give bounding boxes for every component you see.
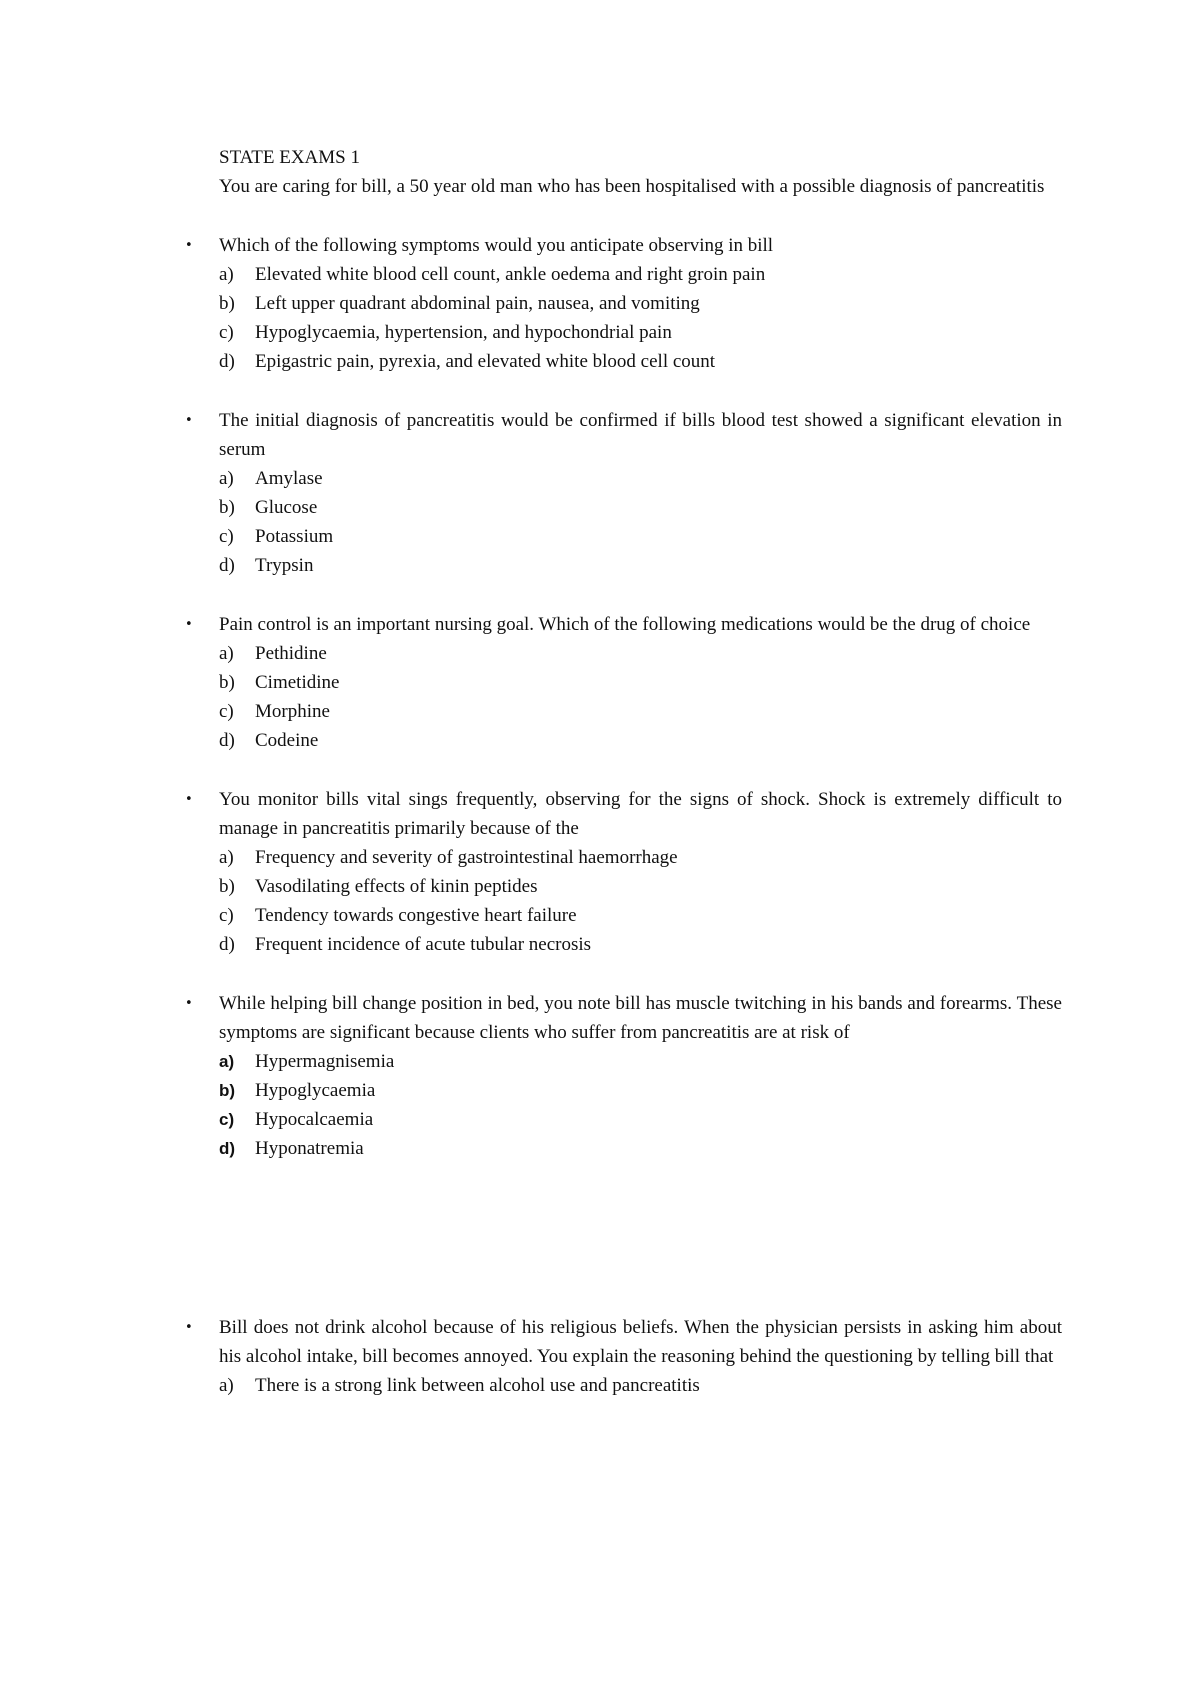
answer-options [219, 1371, 1062, 1400]
answer-options [219, 843, 1062, 959]
answer-options [219, 639, 1062, 755]
option-letter: a) [219, 1375, 234, 1396]
option-letter: a) [219, 1052, 235, 1071]
question-stem: The initial diagnosis of pancreatitis would be confirmed if bills blood test showed a significant elevation in serum [219, 410, 1062, 460]
option-letter: b) [219, 672, 235, 693]
answer-option [219, 493, 1062, 522]
bullet-icon: • [185, 996, 193, 1011]
option-letter: c) [219, 322, 234, 343]
question-stem: Which of the following symptoms would you anticipate observing in bill [219, 235, 774, 256]
answer-option [219, 464, 1062, 493]
option-text: Hypoglycaemia, hypertension, and hypochondrial pain [255, 322, 672, 343]
option-letter: a) [219, 468, 234, 489]
option-letter: d) [219, 1139, 236, 1158]
answer-option [219, 289, 1062, 318]
option-text: Pethidine [255, 643, 327, 664]
option-text: Morphine [255, 701, 330, 722]
option-text: Frequent incidence of acute tubular necrosis [255, 934, 592, 955]
option-text: Epigastric pain, pyrexia, and elevated white blood cell count [255, 351, 716, 372]
answer-option [219, 843, 1062, 872]
option-text: Trypsin [255, 555, 314, 576]
option-letter: d) [219, 934, 235, 955]
answer-option [219, 318, 1062, 347]
answer-option [219, 930, 1062, 959]
option-letter: a) [219, 264, 234, 285]
question-stem: You monitor bills vital sings frequently, observing for the signs of shock. Shock is extremely difficult to manage in pancreatitis primarily because of the [219, 789, 1062, 839]
document-content [185, 143, 1062, 1400]
option-letter: c) [219, 1110, 235, 1129]
answer-option [219, 1371, 1062, 1400]
answer-option [219, 522, 1062, 551]
option-text: Hypoglycaemia [255, 1080, 376, 1101]
option-letter: a) [219, 847, 234, 868]
answer-options [219, 464, 1062, 580]
option-letter: d) [219, 555, 235, 576]
bullet-icon: • [185, 413, 193, 428]
option-text: Amylase [255, 468, 323, 489]
option-text: Potassium [255, 526, 334, 547]
question-6 [185, 1313, 1062, 1400]
option-letter: a) [219, 643, 234, 664]
answer-option [219, 1134, 1062, 1163]
option-text: Hypocalcaemia [255, 1109, 374, 1130]
answer-option [219, 260, 1062, 289]
bullet-icon: • [185, 1320, 193, 1335]
answer-option [219, 551, 1062, 580]
option-letter: c) [219, 526, 234, 547]
answer-options [219, 1047, 1062, 1163]
question-stem: While helping bill change position in bed, you note bill has muscle twitching in his bands and forearms. These symptoms are significant because clients who suffer from pancreatitis are at risk of [219, 993, 1062, 1043]
option-letter: b) [219, 1081, 236, 1100]
answer-option [219, 1047, 1062, 1076]
option-letter: d) [219, 730, 235, 751]
question-3 [185, 610, 1062, 755]
option-text: Frequency and severity of gastrointestinal haemorrhage [255, 847, 678, 868]
option-text: Elevated white blood cell count, ankle oedema and right groin pain [255, 264, 766, 285]
option-text: Hypermagnisemia [255, 1051, 395, 1072]
option-text: There is a strong link between alcohol use and pancreatitis [255, 1375, 700, 1396]
question-4 [185, 785, 1062, 959]
option-letter: b) [219, 293, 235, 314]
question-5 [185, 989, 1062, 1163]
answer-option [219, 901, 1062, 930]
option-text: Left upper quadrant abdominal pain, nausea, and vomiting [255, 293, 700, 314]
option-letter: c) [219, 701, 234, 722]
option-letter: d) [219, 351, 235, 372]
option-text: Vasodilating effects of kinin peptides [255, 876, 538, 897]
option-letter: b) [219, 497, 235, 518]
scenario-intro: You are caring for bill, a 50 year old man who has been hospitalised with a possible diagnosis of pancreatitis [219, 176, 1045, 197]
question-stem: Pain control is an important nursing goal. Which of the following medications would be the drug of choice [219, 614, 1031, 635]
answer-option [219, 668, 1062, 697]
answer-option [219, 1105, 1062, 1134]
answer-option [219, 697, 1062, 726]
answer-option [219, 347, 1062, 376]
option-text: Glucose [255, 497, 318, 518]
document-title: STATE EXAMS 1 [219, 147, 360, 168]
answer-options [219, 260, 1062, 376]
answer-option [219, 726, 1062, 755]
answer-option [219, 639, 1062, 668]
question-1 [185, 231, 1062, 376]
option-text: Codeine [255, 730, 319, 751]
bullet-icon: • [185, 792, 193, 807]
option-text: Tendency towards congestive heart failure [255, 905, 577, 926]
option-letter: b) [219, 876, 235, 897]
option-letter: c) [219, 905, 234, 926]
option-text: Cimetidine [255, 672, 340, 693]
bullet-icon: • [185, 238, 193, 253]
option-text: Hyponatremia [255, 1138, 364, 1159]
bullet-icon: • [185, 617, 193, 632]
answer-option [219, 872, 1062, 901]
question-stem: Bill does not drink alcohol because of his religious beliefs. When the physician persists in asking him about his alcohol intake, bill becomes annoyed. You explain the reasoning behind the questioning by telling bill that [219, 1317, 1062, 1367]
question-2 [185, 406, 1062, 580]
answer-option [219, 1076, 1062, 1105]
